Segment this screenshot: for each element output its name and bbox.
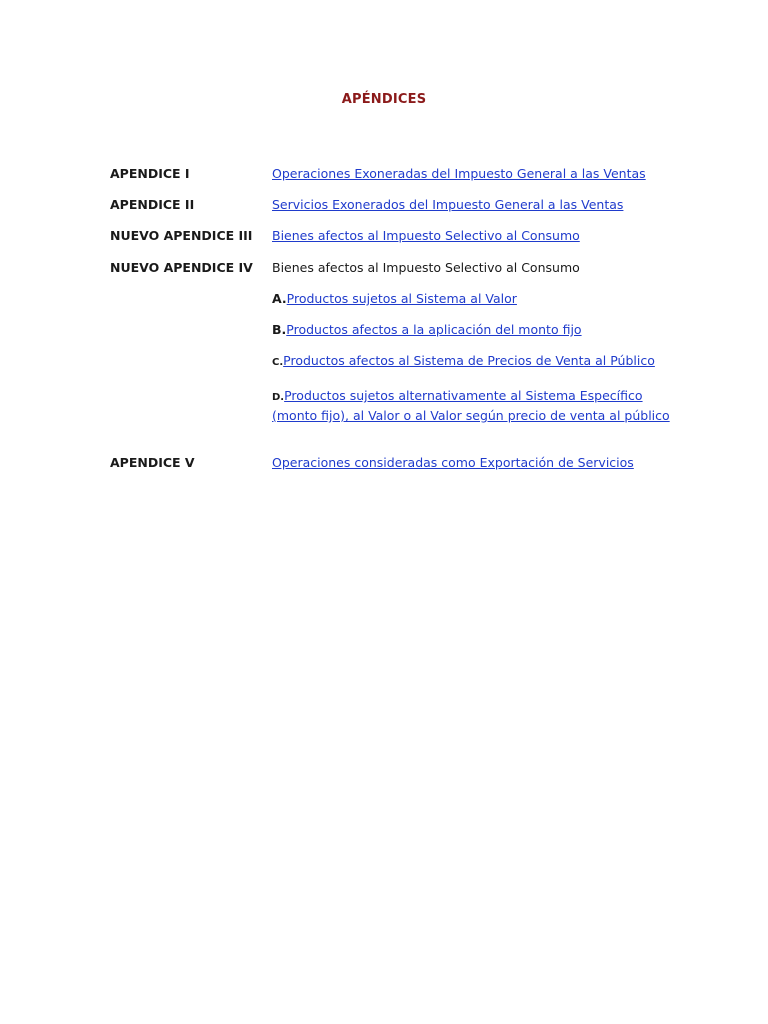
apendice-v-link[interactable]: Operaciones consideradas como Exportación de Servicios bbox=[272, 455, 634, 470]
subitem-a-link[interactable]: Productos sujetos al Sistema al Valor bbox=[286, 291, 517, 306]
subitem-b[interactable] bbox=[272, 321, 582, 339]
apendice-i-label: APENDICE I bbox=[110, 166, 190, 181]
apendice-v-label: APENDICE V bbox=[110, 455, 195, 470]
apendice-iii-link[interactable]: Bienes afectos al Impuesto Selectivo al Consumo bbox=[272, 228, 580, 243]
subitem-d[interactable] bbox=[272, 387, 672, 425]
subitem-b-link[interactable]: Productos afectos a la aplicación del monto fijo bbox=[286, 322, 582, 337]
apendice-iv-label: NUEVO APENDICE IV bbox=[110, 260, 253, 275]
subitem-a[interactable] bbox=[272, 290, 517, 308]
subitem-a-prefix: A. bbox=[272, 291, 287, 306]
subitem-c[interactable] bbox=[272, 352, 655, 372]
apendice-iv-text: Bienes afectos al Impuesto Selectivo al Consumo bbox=[272, 260, 580, 275]
subitem-c-link[interactable]: Productos afectos al Sistema de Precios de Venta al Público bbox=[283, 353, 655, 368]
apendice-ii-link[interactable]: Servicios Exonerados del Impuesto General a las Ventas bbox=[272, 197, 624, 212]
subitem-d-prefix: D. bbox=[272, 392, 285, 403]
subitem-b-prefix: B. bbox=[272, 322, 287, 337]
page-title: APÉNDICES bbox=[341, 92, 427, 107]
apendice-ii-label: APENDICE II bbox=[110, 197, 195, 212]
apendice-iii-label: NUEVO APENDICE III bbox=[110, 228, 253, 243]
subitem-c-prefix: C. bbox=[272, 357, 284, 368]
subitem-d-link[interactable]: Productos sujetos alternativamente al Sistema Específico (monto fijo), al Valor o al Valor según precio de venta al público bbox=[272, 388, 670, 423]
apendice-i-link[interactable]: Operaciones Exoneradas del Impuesto General a las Ventas bbox=[272, 166, 646, 181]
